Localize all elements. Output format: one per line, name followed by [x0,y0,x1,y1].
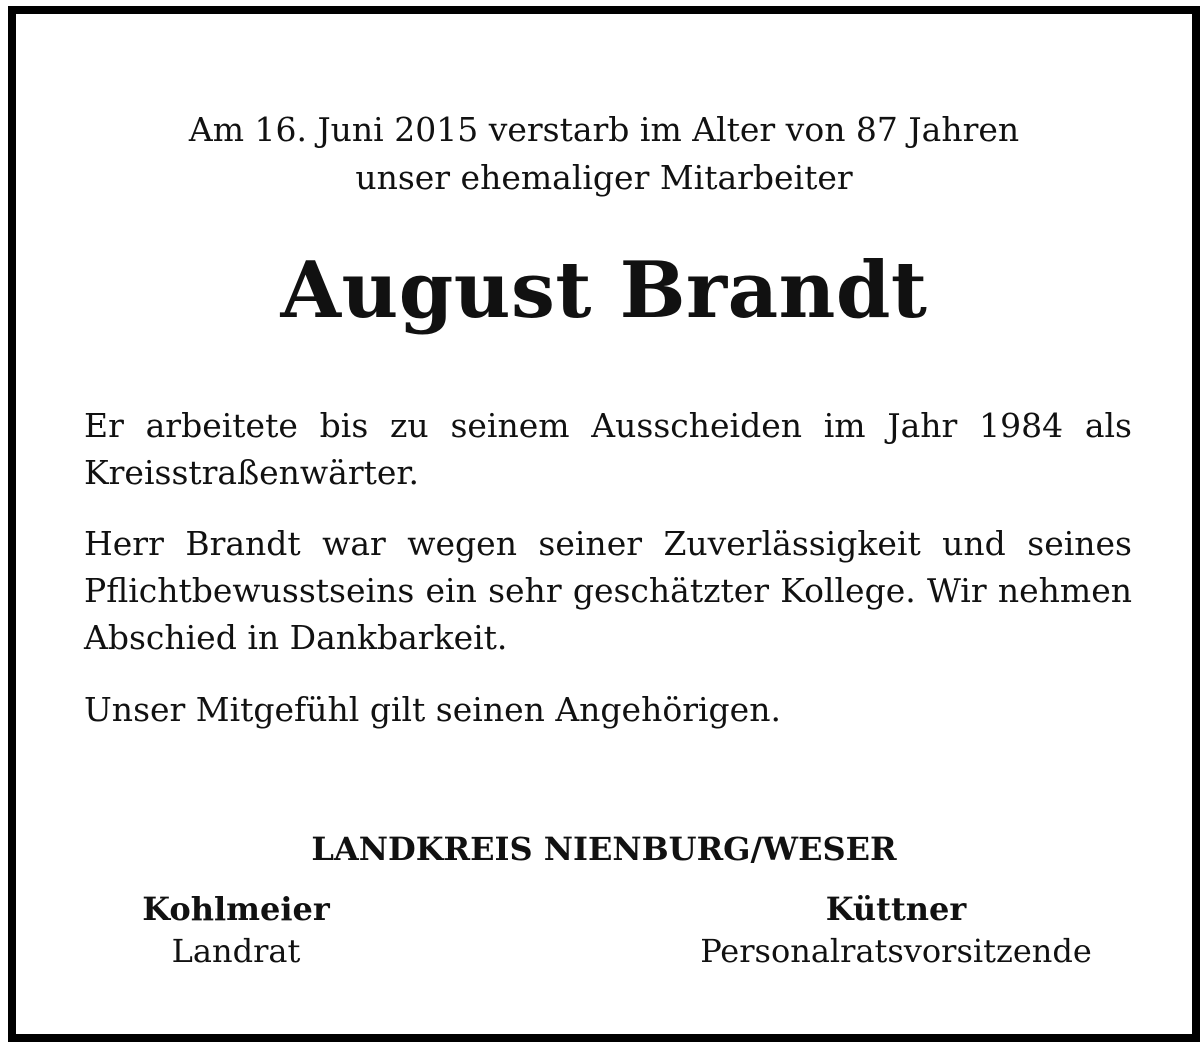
signatory-name: Kohlmeier [142,890,330,928]
intro-line-2: unser ehemaliger Mitarbeiter [355,158,853,197]
paragraph-condolence: Unser Mitgefühl gilt seinen Angehörigen. [84,690,781,729]
organization-name: LANDKREIS NIENBURG/WESER [311,830,897,868]
signatory-role: Landrat [171,932,301,970]
signatory-name: Küttner [825,890,967,928]
intro-text [16,106,1192,202]
signatory-left [116,888,356,972]
signatory-role: Personalratsvorsitzende [700,932,1092,970]
paragraph-career: Er arbeitete bis zu seinem Ausscheiden im Jahr 1984 als Kreisstraßenwärter. [84,406,1132,492]
intro-line-1: Am 16. Juni 2015 verstarb im Alter von 87 Jahren [188,110,1020,149]
signatory-right [646,888,1146,972]
deceased-name: August Brandt [280,245,928,336]
obituary-notice [8,6,1200,1042]
paragraph-tribute: Herr Brandt war wegen seiner Zuverlässigkeit und seines Pflichtbewusstseins ein sehr geschätzter Kollege. Wir nehmen Abschied in Dankbarkeit. [84,524,1132,657]
